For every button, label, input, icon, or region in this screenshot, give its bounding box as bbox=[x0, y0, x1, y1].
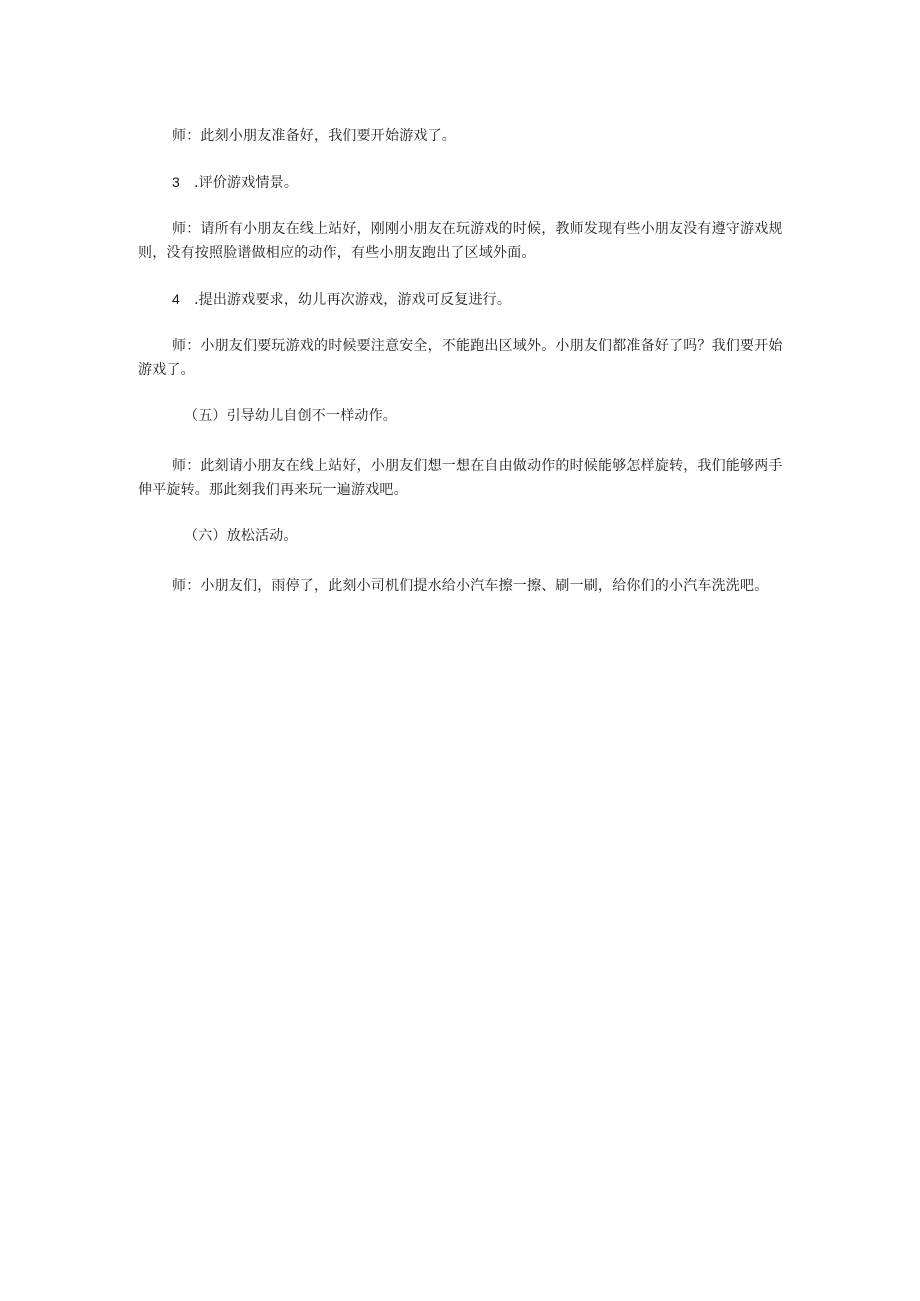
paragraph-teacher-rotate: 师：此刻请小朋友在线上站好，小朋友们想一想在自由做动作的时候能够怎样旋转，我们能够两手伸平旋转。那此刻我们再来玩一遍游戏吧。 bbox=[138, 458, 783, 498]
paragraph-teacher-safety: 师：小朋友们要玩游戏的时候要注意安全，不能跑出区域外。小朋友们都准备好了吗？我们要开始游戏了。 bbox=[138, 338, 783, 378]
section-5-heading: （五）引导幼儿自创不一样动作。 bbox=[184, 408, 397, 424]
step-label: .提出游戏要求，幼儿再次游戏，游戏可反复进行。 bbox=[194, 292, 512, 308]
step-label: .评价游戏情景。 bbox=[194, 175, 299, 191]
section-6-heading: （六）放松活动。 bbox=[184, 528, 298, 544]
step-3-heading bbox=[138, 170, 786, 195]
step-number: 3 bbox=[172, 174, 180, 190]
paragraph-teacher-ready: 师：此刻小朋友准备好，我们要开始游戏了。 bbox=[172, 128, 456, 144]
document-body bbox=[138, 124, 786, 598]
step-number: 4 bbox=[172, 291, 180, 307]
paragraph-teacher-relax: 师：小朋友们，雨停了，此刻小司机们提水给小汽车擦一擦、刷一刷，给你们的小汽车洗洗吧。 bbox=[172, 578, 769, 594]
paragraph-teacher-review: 师：请所有小朋友在线上站好，刚刚小朋友在玩游戏的时候，教师发现有些小朋友没有遵守游戏规则，没有按照脸谱做相应的动作，有些小朋友跑出了区域外面。 bbox=[138, 221, 783, 261]
step-4-heading bbox=[138, 287, 786, 312]
